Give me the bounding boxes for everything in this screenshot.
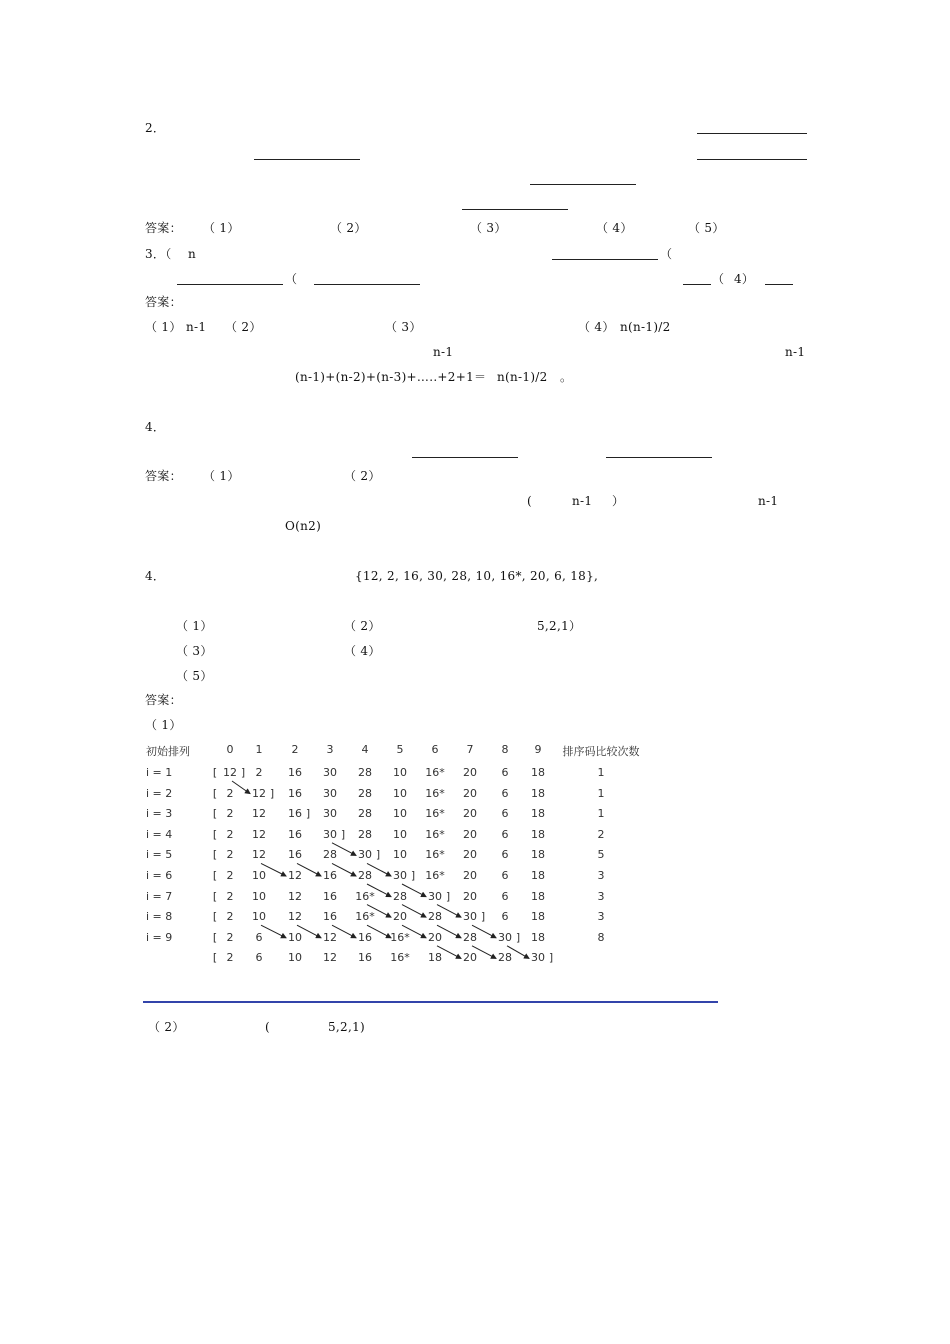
table-column-header: 5 <box>396 743 404 756</box>
table-cell: 28 <box>463 930 477 944</box>
table-close-bracket: ] <box>548 951 554 965</box>
table-cell: 16* <box>425 869 445 882</box>
table-cell: 16* <box>355 910 375 924</box>
table-cell: 2 <box>226 827 234 841</box>
q4a-text: ） <box>612 494 625 508</box>
table-cell: 2 <box>226 930 234 944</box>
table-close-bracket: ] <box>410 869 416 882</box>
table-cell: 18 <box>531 848 545 862</box>
fill-blank <box>530 170 636 185</box>
q3-line-2 <box>0 268 950 290</box>
table-cell: 28 <box>323 848 337 862</box>
table-cell: 28 <box>393 889 407 903</box>
table-count-cell: 1 <box>597 786 605 800</box>
table-close-bracket: ] <box>480 910 486 924</box>
fill-blank <box>606 443 712 458</box>
table-cell: 12 <box>288 889 302 903</box>
q2-option: （ 3） <box>470 221 507 235</box>
q4a-text: n-1 <box>572 494 593 508</box>
fill-blank <box>254 145 360 160</box>
table-cell: 16* <box>390 930 410 944</box>
fill-blank <box>314 270 420 285</box>
table-close-bracket: ] <box>375 848 381 862</box>
q4a-complexity: O(n2) <box>285 519 322 533</box>
q4a-text: ( <box>527 494 532 508</box>
q4b-sequence: {12, 2, 16, 30, 28, 10, 16*, 20, 6, 18}, <box>355 569 599 583</box>
fill-blank <box>697 145 807 160</box>
table-cell: 10 <box>393 786 407 800</box>
fill-blank <box>177 270 283 285</box>
q2-option: （ 1） <box>203 221 240 235</box>
fill-blank <box>765 270 793 285</box>
table-count-cell: 1 <box>597 807 605 821</box>
table-row-label: i = 4 <box>146 827 173 841</box>
q2-number: 2． <box>145 121 166 135</box>
q3-answer-part: （ 1） <box>145 320 182 334</box>
table-cell: 20 <box>463 951 477 965</box>
q2-line-1 <box>0 117 950 139</box>
table-cell: 16 <box>288 848 302 862</box>
table-cell: 10 <box>252 889 266 903</box>
table-column-header: 6 <box>431 743 439 756</box>
table-row-label: i = 1 <box>146 766 173 779</box>
q3-text: 4） <box>734 272 755 286</box>
q4b-item-1 <box>0 615 950 637</box>
sort-trace-table <box>143 738 663 970</box>
table-open-bracket: [ <box>212 910 218 924</box>
table-cell: 12 <box>323 951 337 965</box>
table-count-cell: 3 <box>597 869 605 882</box>
answer-label: 答案： <box>145 295 182 309</box>
table-cell: 30 <box>393 869 407 882</box>
table-cell: 18 <box>428 951 442 965</box>
table-cell: 16* <box>425 807 445 821</box>
table-close-bracket: ] <box>515 930 521 944</box>
table-row-label: i = 7 <box>146 889 173 903</box>
q3-text: n-1 <box>785 345 806 359</box>
q4b-item-text: 5,2,1） <box>537 619 582 633</box>
table-cell: 28 <box>358 869 372 882</box>
table-row-label: i = 5 <box>146 848 173 862</box>
table-cell: 18 <box>531 827 545 841</box>
table-cell: 18 <box>531 786 545 800</box>
q4b-item-number: （ 2） <box>344 619 381 633</box>
table-cell: 6 <box>501 869 509 882</box>
q3-answer-line <box>0 316 950 338</box>
table-count-cell: 8 <box>597 930 605 944</box>
answer-label: 答案： <box>145 693 182 707</box>
table-cell: 6 <box>501 827 509 841</box>
table-cell: 20 <box>463 807 477 821</box>
table-count-cell: 1 <box>597 766 605 779</box>
table-cell: 30 <box>323 807 337 821</box>
table-cell: 2 <box>226 807 234 821</box>
table-cell: 16* <box>390 951 410 965</box>
table-cell: 20 <box>463 869 477 882</box>
table-close-bracket: ] <box>340 827 346 841</box>
table-open-bracket: [ <box>212 951 218 965</box>
q3-text: n <box>188 247 197 261</box>
q4a-text: n-1 <box>758 494 779 508</box>
answer-2-sequence: 5,2,1) <box>328 1020 366 1034</box>
q4b-item-number: （ 1） <box>176 619 213 633</box>
table-cell: 10 <box>252 910 266 924</box>
table-cell: 16 <box>288 807 302 821</box>
table-cell: 6 <box>501 889 509 903</box>
answer-2-paren: ( <box>265 1020 270 1034</box>
table-cell: 10 <box>393 827 407 841</box>
answer-2-line <box>0 1016 950 1038</box>
table-cell: 12 <box>288 910 302 924</box>
table-cell: 20 <box>428 930 442 944</box>
table-cell: 20 <box>463 766 477 779</box>
table-cell: 18 <box>531 889 545 903</box>
table-cell: 12 <box>323 930 337 944</box>
table-column-header: 4 <box>361 743 369 756</box>
table-cell: 16 <box>323 889 337 903</box>
move-arrow <box>232 781 250 794</box>
q3-text: （ <box>285 272 298 286</box>
table-cell: 10 <box>393 807 407 821</box>
q2-line-4 <box>0 193 950 215</box>
table-cell: 2 <box>226 910 234 924</box>
table-row-label: i = 6 <box>146 869 173 882</box>
q2-option: （ 4） <box>596 221 633 235</box>
q3-line-1 <box>0 243 950 265</box>
q3-text: n-1 <box>433 345 454 359</box>
table-cell: 2 <box>226 951 234 965</box>
table-cell: 30 <box>323 827 337 841</box>
fill-blank <box>697 119 807 134</box>
table-cell: 18 <box>531 807 545 821</box>
table-cell: 16* <box>355 889 375 903</box>
table-open-bracket: [ <box>212 807 218 821</box>
table-cell: 20 <box>393 910 407 924</box>
table-cell: 10 <box>288 930 302 944</box>
table-column-header: 1 <box>255 743 263 756</box>
table-cell: 18 <box>531 766 545 779</box>
q4b-answer-label-line <box>0 689 950 711</box>
q4b-answer-number: （ 1） <box>145 718 182 732</box>
table-cell: 6 <box>501 786 509 800</box>
table-row-label: i = 3 <box>146 807 173 821</box>
table-cell: 12 <box>252 807 266 821</box>
table-open-bracket: [ <box>212 766 218 779</box>
table-cell: 20 <box>463 889 477 903</box>
table-cell: 30 <box>323 786 337 800</box>
table-cell: 28 <box>498 951 512 965</box>
q4a-line-2 <box>0 441 950 463</box>
table-count-cell: 3 <box>597 889 605 903</box>
table-cell: 20 <box>463 848 477 862</box>
table-count-cell: 3 <box>597 910 605 924</box>
table-cell: 6 <box>255 951 263 965</box>
table-column-header: 8 <box>501 743 509 756</box>
table-cell: 10 <box>252 869 266 882</box>
table-column-header: 9 <box>534 743 542 756</box>
q3-text: 。 <box>560 370 573 384</box>
q4b-item-number: （ 3） <box>176 644 213 658</box>
q4a-explain-line-2 <box>0 515 950 537</box>
table-cell: 12 <box>223 766 237 779</box>
q3-answer-label-line <box>0 291 950 313</box>
fill-blank <box>462 195 568 210</box>
q4b-item-number: （ 4） <box>344 644 381 658</box>
move-arrow <box>261 925 286 938</box>
table-cell: 20 <box>463 827 477 841</box>
table-cell: 16 <box>323 869 337 882</box>
table-count-cell: 2 <box>597 827 605 841</box>
table-row-label: i = 9 <box>146 930 173 944</box>
q3-answer-part: （ 2） <box>225 320 262 334</box>
table-cell: 2 <box>226 869 234 882</box>
q2-answer-line <box>0 217 950 239</box>
q4b-item-number: （ 5） <box>176 669 213 683</box>
q3-formula-result: n(n-1)/2 <box>497 370 548 384</box>
table-cell: 16 <box>288 766 302 779</box>
q4b-line-1 <box>0 565 950 587</box>
table-close-bracket: ] <box>269 786 275 800</box>
table-cell: 28 <box>358 827 372 841</box>
table-cell: 10 <box>288 951 302 965</box>
q2-line-2 <box>0 143 950 165</box>
table-cell: 30 <box>358 848 372 862</box>
q4a-option: （ 1） <box>203 469 240 483</box>
q4a-answer-line <box>0 465 950 487</box>
fill-blank <box>412 443 518 458</box>
section-divider <box>143 1001 718 1003</box>
table-close-bracket: ] <box>305 807 311 821</box>
table-cell: 2 <box>226 786 234 800</box>
table-count-header: 排序码比较次数 <box>562 745 640 758</box>
table-cell: 28 <box>358 786 372 800</box>
q4a-line-1 <box>0 416 950 438</box>
q4b-item-3 <box>0 640 950 662</box>
table-cell: 30 <box>428 889 442 903</box>
table-cell: 30 <box>498 930 512 944</box>
table-open-bracket: [ <box>212 889 218 903</box>
table-cell: 30 <box>323 766 337 779</box>
answer-2-number: （ 2） <box>148 1020 185 1034</box>
table-cell: 6 <box>501 848 509 862</box>
fill-blank <box>683 270 711 285</box>
answer-label: 答案： <box>145 221 182 235</box>
q2-option: （ 2） <box>330 221 367 235</box>
table-cell: 28 <box>428 910 442 924</box>
table-close-bracket: ] <box>240 766 246 779</box>
table-cell: 2 <box>255 766 263 779</box>
q3-answer-part: n-1 <box>186 320 207 334</box>
table-column-header: 0 <box>226 743 234 756</box>
table-cell: 10 <box>393 766 407 779</box>
q4b-number: 4． <box>145 569 166 583</box>
table-cell: 16* <box>425 848 445 862</box>
q4a-number: 4． <box>145 420 166 434</box>
q3-text: （ <box>660 247 673 261</box>
q3-explain-line-1 <box>0 341 950 363</box>
table-cell: 28 <box>358 766 372 779</box>
table-cell: 6 <box>255 930 263 944</box>
table-cell: 18 <box>531 869 545 882</box>
table-cell: 12 <box>288 869 302 882</box>
fill-blank <box>552 245 658 260</box>
table-cell: 10 <box>393 848 407 862</box>
q4a-explain-line-1 <box>0 490 950 512</box>
table-count-cell: 5 <box>597 848 605 862</box>
table-row-label: i = 8 <box>146 910 173 924</box>
table-header-label: 初始排列 <box>146 745 190 758</box>
table-open-bracket: [ <box>212 848 218 862</box>
table-cell: 16* <box>425 786 445 800</box>
table-cell: 6 <box>501 910 509 924</box>
table-row-label: i = 2 <box>146 786 173 800</box>
q3-answer-part: n(n-1)/2 <box>620 320 671 334</box>
table-close-bracket: ] <box>445 889 451 903</box>
table-cell: 12 <box>252 848 266 862</box>
table-cell: 18 <box>531 930 545 944</box>
table-cell: 28 <box>358 807 372 821</box>
table-cell: 12 <box>252 827 266 841</box>
table-open-bracket: [ <box>212 827 218 841</box>
table-cell: 2 <box>226 848 234 862</box>
table-column-header: 7 <box>466 743 474 756</box>
table-cell: 18 <box>531 910 545 924</box>
table-cell: 16 <box>358 930 372 944</box>
q4b-answer-1-line <box>0 714 950 736</box>
q3-answer-part: （ 4） <box>578 320 615 334</box>
q4a-option: （ 2） <box>344 469 381 483</box>
table-cell: 16* <box>425 766 445 779</box>
q3-explain-line-2 <box>0 366 950 388</box>
table-cell: 16 <box>288 827 302 841</box>
table-cell: 30 <box>531 951 545 965</box>
table-cell: 20 <box>463 786 477 800</box>
table-cell: 16 <box>323 910 337 924</box>
q3-formula: (n-1)+(n-2)+(n-3)+…..+2+1＝ <box>295 370 487 384</box>
q3-answer-part: （ 3） <box>385 320 422 334</box>
q4b-item-5 <box>0 665 950 687</box>
table-cell: 6 <box>501 807 509 821</box>
table-cell: 2 <box>226 889 234 903</box>
q2-option: （ 5） <box>688 221 725 235</box>
q3-number: 3．（ <box>145 247 172 261</box>
answer-label: 答案： <box>145 469 182 483</box>
table-open-bracket: [ <box>212 786 218 800</box>
table-open-bracket: [ <box>212 930 218 944</box>
table-cell: 12 <box>252 786 266 800</box>
q3-text: （ <box>712 272 725 286</box>
table-cell: 16 <box>358 951 372 965</box>
q2-line-3 <box>0 168 950 190</box>
q4b-line-2 <box>0 590 950 612</box>
table-cell: 6 <box>501 766 509 779</box>
table-open-bracket: [ <box>212 869 218 882</box>
table-cell: 30 <box>463 910 477 924</box>
table-column-header: 3 <box>326 743 334 756</box>
table-column-header: 2 <box>291 743 299 756</box>
table-cell: 16* <box>425 827 445 841</box>
table-cell: 16 <box>288 786 302 800</box>
